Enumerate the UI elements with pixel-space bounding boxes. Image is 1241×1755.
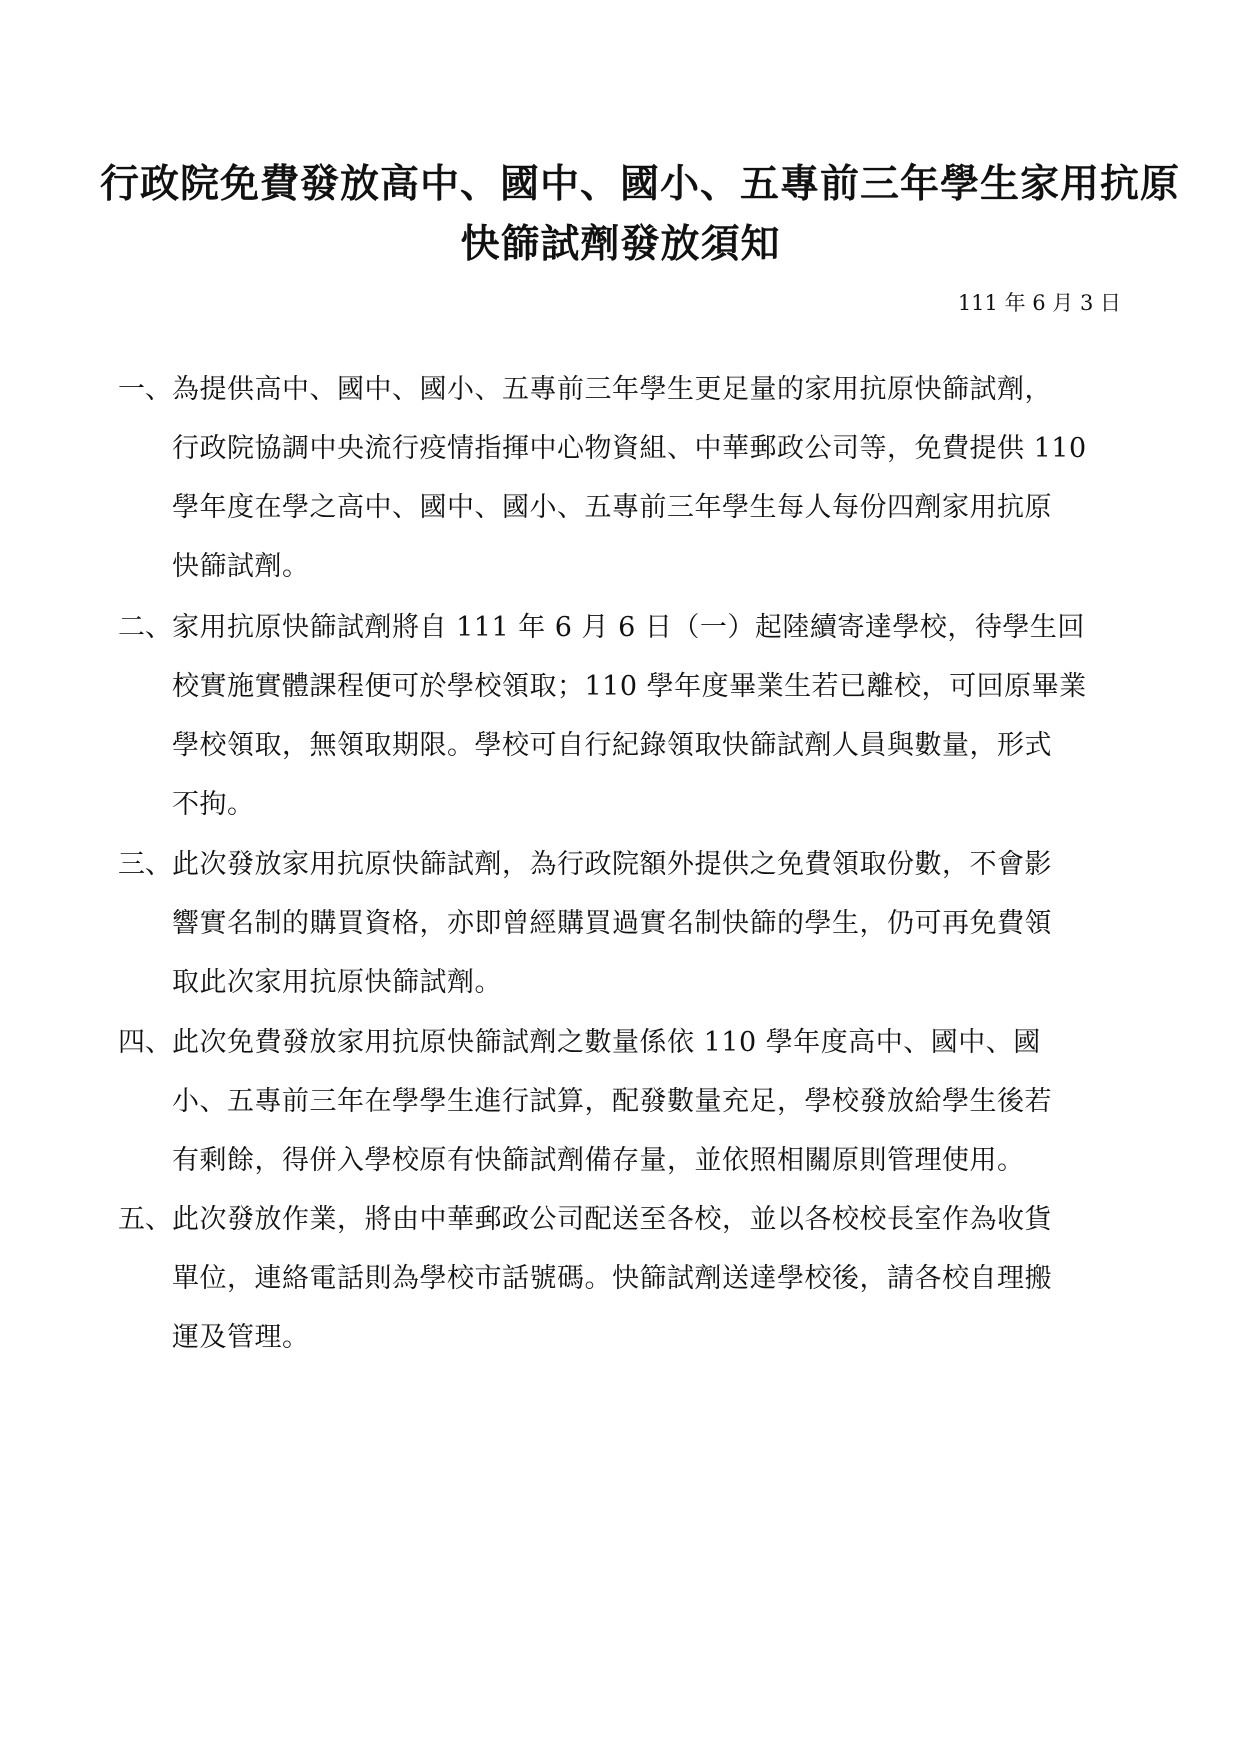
list-item-marker: 二、 — [118, 612, 172, 643]
list-item-text-line: 此次發放作業，將由中華郵政公司配送至各校，並以各校校長室作為收貨 — [172, 1204, 1052, 1235]
list-item-text-line: 運及管理。 — [172, 1322, 310, 1353]
list-item-text-line: 學年度在學之高中、國中、國小、五專前三年學生每人每份四劑家用抗原 — [172, 492, 1052, 523]
list-item-text-line: 為提供高中、國中、國小、五專前三年學生更足量的家用抗原快篩試劑， — [172, 374, 1052, 405]
list-item-marker: 四、 — [118, 1027, 172, 1058]
list-item-marker: 三、 — [118, 849, 172, 880]
list-item-text-line: 快篩試劑。 — [172, 551, 310, 582]
list-item-text-line: 單位，連絡電話則為學校市話號碼。快篩試劑送達學校後，請各校自理搬 — [172, 1263, 1052, 1294]
document-date: 111 年 6 月 3 日 — [957, 291, 1121, 315]
list-item-marker: 一、 — [118, 374, 172, 405]
list-item-text-line: 有剩餘，得併入學校原有快篩試劑備存量，並依照相關原則管理使用。 — [172, 1145, 1025, 1176]
list-item-text-line: 家用抗原快篩試劑將自 111 年 6 月 6 日（一）起陸續寄達學校，待學生回 — [172, 612, 1085, 643]
document-title-line-2: 快篩試劑發放須知 — [460, 221, 781, 267]
list-item-text-line: 此次發放家用抗原快篩試劑，為行政院額外提供之免費領取份數，不會影 — [172, 849, 1052, 880]
list-item-text-line: 響實名制的購買資格，亦即曾經購買過實名制快篩的學生，仍可再免費領 — [172, 908, 1052, 939]
list-item-marker: 五、 — [118, 1204, 172, 1235]
list-item-text-line: 取此次家用抗原快篩試劑。 — [172, 967, 502, 998]
document-title-line-1: 行政院免費發放高中、國中、國小、五專前三年學生家用抗原 — [100, 161, 1181, 207]
list-item-text-line: 不拘。 — [172, 789, 255, 820]
list-item-text-line: 此次免費發放家用抗原快篩試劑之數量係依 110 學年度高中、國中、國 — [172, 1027, 1041, 1058]
list-item-text-line: 校實施實體課程便可於學校領取；110 學年度畢業生若已離校，可回原畢業 — [172, 671, 1087, 702]
list-item-text-line: 小、五專前三年在學學生進行試算，配發數量充足，學校發放給學生後若 — [172, 1086, 1052, 1117]
list-item-text-line: 行政院協調中央流行疫情指揮中心物資組、中華郵政公司等，免費提供 110 — [172, 433, 1087, 464]
list-item-text-line: 學校領取，無領取期限。學校可自行紀錄領取快篩試劑人員與數量，形式 — [172, 730, 1052, 761]
